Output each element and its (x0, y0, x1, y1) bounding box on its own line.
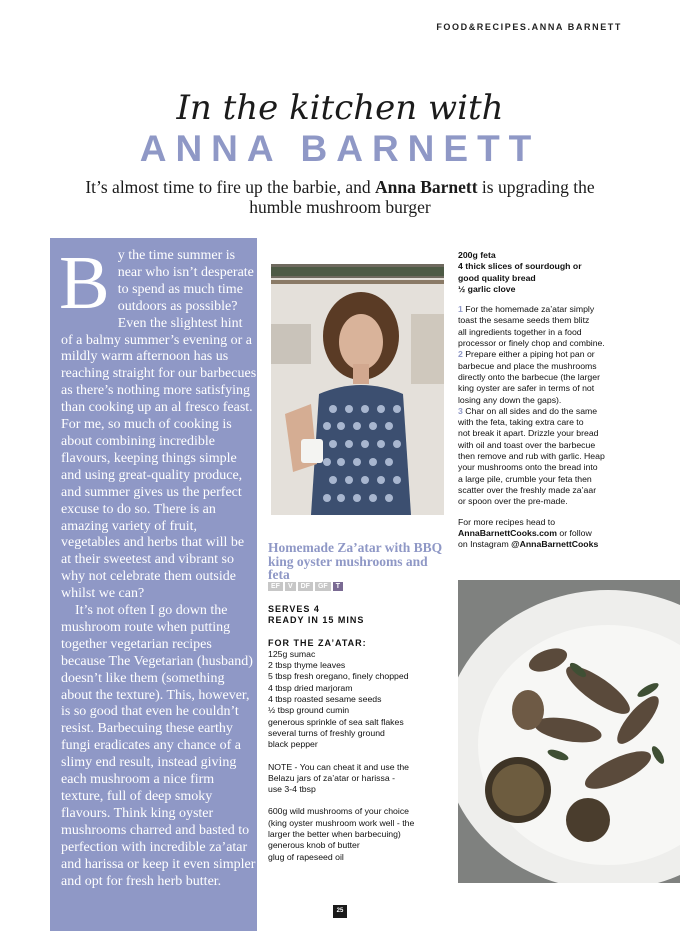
badge-gf: GF (315, 582, 331, 591)
badge-t: T (333, 582, 343, 591)
portrait-illustration (271, 264, 444, 515)
step-3-line: 3 Char on all sides and do the same (458, 405, 598, 416)
mushroom-dish-illustration (458, 580, 680, 883)
step-2-line: barbecue and place the mushrooms (458, 360, 597, 371)
step-2-line: losing any down the gaps). (458, 394, 562, 405)
ingredient: 4 tbsp dried marjoram (268, 682, 353, 693)
step-2-line: king oyster are safer in terms of not (458, 383, 595, 394)
section-label: FOOD&RECIPES. (436, 22, 532, 32)
step-1-line: toast the sesame seeds them blitz (458, 315, 590, 326)
website-link[interactable]: AnnaBarnettCooks.com (458, 527, 557, 538)
step-1-line: processor or finely chop and combine. (458, 338, 605, 349)
zaatar-heading: FOR THE ZA’ATAR: (268, 637, 367, 648)
badge-v: V (285, 582, 296, 591)
title-script: In the kitchen with (176, 88, 504, 128)
ingredient: 2 tbsp thyme leaves (268, 660, 346, 671)
step-3-line: your mushrooms onto the bread into (458, 462, 598, 473)
step-3-line: a large pile, crumble your feta then (458, 473, 592, 484)
ingredient: ½ tbsp ground cumin (268, 705, 350, 716)
note-line: Belazu jars of za’atar or harissa - (268, 772, 395, 783)
ready-time: READY IN 15 MINS (268, 615, 365, 626)
step-3-line: not break it apart. Drizzle your bread (458, 428, 599, 439)
step-number: 3 (458, 405, 463, 416)
drop-cap: B (59, 241, 110, 325)
page-number: 25 (333, 905, 347, 918)
step-3-line: with the feta, taking extra care to (458, 417, 584, 428)
ingredients-column (268, 604, 453, 863)
intro-p1-text: y the time summer is near who isn’t desperate to spend as much time outdoors as possible? Even the slightest hint of a balmy summer’s evening or a mildly warm afternoon has us reaching straight for our barbecues as there’s nothing more satisfying than cooking up an al fresco feast. For me, so much of cooking is about combining incredible flavours, keeping things simple and using great-quality produce, and summer gives us the perfect excuse to do so. There is an amazing variety of fruit, vegetables and herbs that will be at their sweetest and vibrant so why not celebrate them outside whilst we can? (61, 248, 257, 602)
ingredient: larger the better when barbecuing) (268, 829, 401, 840)
step-3-line: scatter over the freshly made za’aar (458, 484, 597, 495)
title-name: ANNA BARNETT (139, 128, 541, 169)
standfirst-post: is upgrading the humble mushroom burger (249, 177, 595, 217)
food-photo (458, 580, 680, 883)
ingredient: 4 thick slices of sourdough or (458, 261, 582, 272)
ingredient: several turns of freshly ground (268, 727, 385, 738)
ingredient: black pepper (268, 739, 318, 750)
intro-text (59, 241, 257, 890)
ingredient: 4 tbsp roasted sesame seeds (268, 694, 382, 705)
portrait-photo (271, 264, 444, 515)
running-header (436, 22, 622, 32)
more-recipes-line-3: on Instagram @AnnaBarnettCooks (458, 539, 599, 550)
ingredient: glug of rapeseed oil (268, 851, 344, 862)
ingredient: good quality bread (458, 272, 536, 283)
standfirst-bold: Anna Barnett (374, 177, 478, 197)
step-3-line: or spoon over the pre-made. (458, 496, 568, 507)
note-line: NOTE - You can cheat it and use the (268, 761, 410, 772)
badge-ef: EF (268, 582, 283, 591)
step-3-line: with oil and toast over the barbecue (458, 439, 596, 450)
instagram-handle[interactable]: @AnnaBarnettCooks (511, 539, 599, 550)
serves: SERVES 4 (268, 604, 320, 614)
note-line: use 3-4 tbsp (268, 784, 316, 795)
step-1-line: 1 For the homemade za’atar simply (458, 304, 595, 315)
ingredient: (king oyster mushroom work well - the (268, 817, 415, 828)
ingredient: generous knob of butter (268, 840, 360, 851)
more-recipes-line-1: For more recipes head to (458, 516, 556, 527)
author-label: ANNA BARNETT (531, 22, 622, 32)
ingredient: ½ garlic clove (458, 283, 516, 294)
more-recipes-line-2: AnnaBarnettCooks.com or follow (458, 527, 592, 538)
ingredient: 125g sumac (268, 648, 316, 659)
step-3-line: then remove and rub with garlic. Heap (458, 451, 605, 462)
step-2-line: 2 Prepare either a piping hot pan or (458, 349, 595, 360)
ingredient: 5 tbsp fresh oregano, finely chopped (268, 671, 409, 682)
ingredient: 200g feta (458, 250, 496, 260)
intro-paragraph-1 (59, 241, 257, 603)
method-column (458, 250, 664, 550)
standfirst (80, 177, 600, 217)
step-number: 2 (458, 349, 463, 360)
standfirst-pre: It’s almost time to fire up the barbie, and (85, 177, 375, 197)
ingredient: generous sprinkle of sea salt flakes (268, 716, 404, 727)
step-number: 1 (458, 304, 463, 315)
badge-df: DF (298, 582, 313, 591)
diet-badges (268, 582, 343, 591)
recipe-title: Homemade Za’atar with BBQ king oyster mushrooms and feta (268, 540, 443, 582)
intro-paragraph-2: It’s not often I go down the mushroom route when putting together vegetarian recipes because The Vegetarian (husband) doesn’t like them (something about the texture). This, however, is so good that even he couldn’t resist. Barbecuing these earthy fungi eradicates any chance of a slimy end result, instead giving each mushroom a nice firm texture, full of deep smoky flavours. Think king oyster mushrooms charred and basted to perfection with incredible za’atar and harissa or keep it even simpler and opt for fresh herb butter. (61, 603, 256, 889)
intro-panel (50, 238, 257, 931)
ingredient: 600g wild mushrooms of your choice (268, 806, 409, 817)
step-2-line: directly onto the barbecue (the larger (458, 371, 600, 382)
step-1-line: all ingredients together in a food (458, 326, 582, 337)
